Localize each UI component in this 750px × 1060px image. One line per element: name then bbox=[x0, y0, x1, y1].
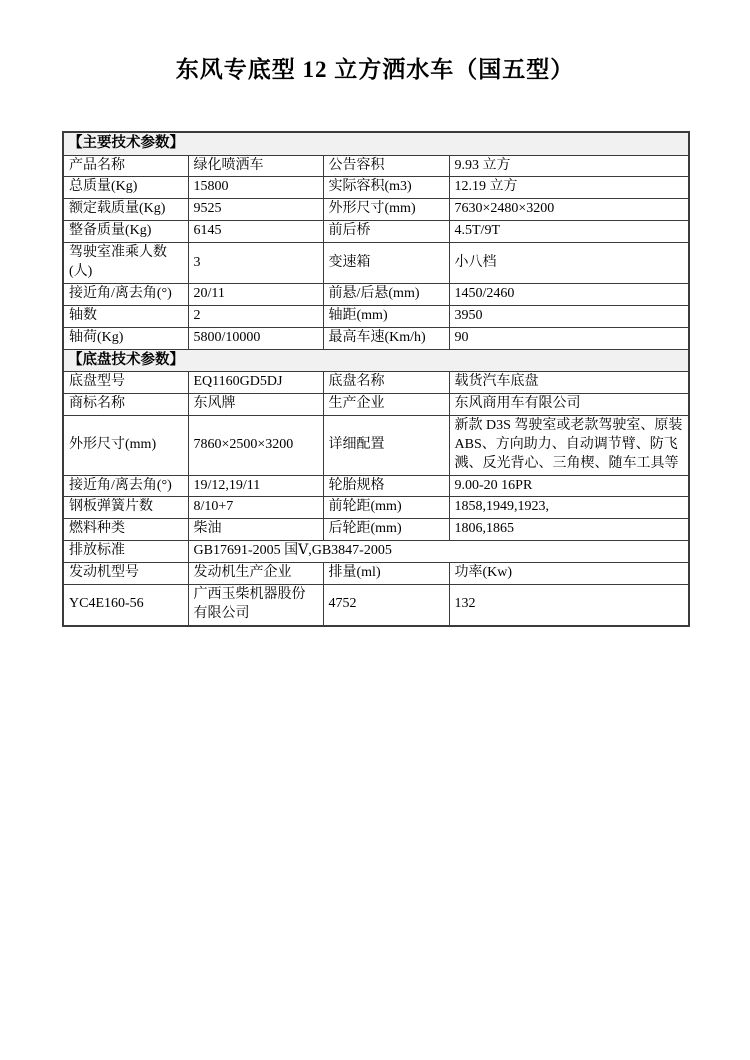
param-label: 前轮距(mm) bbox=[323, 497, 449, 519]
table-row bbox=[63, 415, 689, 475]
table-row bbox=[63, 177, 689, 199]
param-label: 前后桥 bbox=[323, 221, 449, 243]
engine-header-cell: 功率(Kw) bbox=[449, 563, 689, 585]
emission-standard-row bbox=[63, 541, 689, 563]
param-label: 底盘名称 bbox=[323, 372, 449, 394]
section-header-chassis-params bbox=[63, 349, 689, 372]
engine-power-value: 132 bbox=[449, 585, 689, 626]
param-value: 东风牌 bbox=[188, 394, 323, 416]
section-header-label: 【主要技术参数】 bbox=[63, 132, 689, 155]
section-header-main-params bbox=[63, 132, 689, 155]
param-label: 生产企业 bbox=[323, 394, 449, 416]
param-label: 接近角/离去角(°) bbox=[63, 283, 188, 305]
param-label: 公告容积 bbox=[323, 155, 449, 177]
param-value: 2 bbox=[188, 305, 323, 327]
param-value: 1806,1865 bbox=[449, 519, 689, 541]
param-label: 钢板弹簧片数 bbox=[63, 497, 188, 519]
param-label: 实际容积(m3) bbox=[323, 177, 449, 199]
param-value: 6145 bbox=[188, 221, 323, 243]
table-row bbox=[63, 475, 689, 497]
param-value: 15800 bbox=[188, 177, 323, 199]
page-title: 东风专底型 12 立方洒水车（国五型） bbox=[175, 57, 575, 82]
engine-data-row bbox=[63, 585, 689, 626]
table-row bbox=[63, 394, 689, 416]
table-row bbox=[63, 519, 689, 541]
param-label: 变速箱 bbox=[323, 243, 449, 284]
param-value: 9.93 立方 bbox=[449, 155, 689, 177]
param-label: 轮胎规格 bbox=[323, 475, 449, 497]
engine-header-row bbox=[63, 563, 689, 585]
table-row bbox=[63, 327, 689, 349]
param-label: 额定载质量(Kg) bbox=[63, 199, 188, 221]
spec-table bbox=[62, 131, 690, 627]
param-label: 整备质量(Kg) bbox=[63, 221, 188, 243]
param-value: 东风商用车有限公司 bbox=[449, 394, 689, 416]
param-value: 20/11 bbox=[188, 283, 323, 305]
param-label: 外形尺寸(mm) bbox=[63, 415, 188, 475]
param-value: 1858,1949,1923, bbox=[449, 497, 689, 519]
param-value: 1450/2460 bbox=[449, 283, 689, 305]
param-value: 12.19 立方 bbox=[449, 177, 689, 199]
param-value: 新款 D3S 驾驶室或老款驾驶室、原装 ABS、方向助力、自动调节臂、防飞溅、反光背心、三角楔、随车工具等 bbox=[449, 415, 689, 475]
engine-model-value: YC4E160-56 bbox=[63, 585, 188, 626]
param-label: 最高车速(Km/h) bbox=[323, 327, 449, 349]
engine-displacement-value: 4752 bbox=[323, 585, 449, 626]
param-label: 外形尺寸(mm) bbox=[323, 199, 449, 221]
table-row bbox=[63, 243, 689, 284]
param-value: 4.5T/9T bbox=[449, 221, 689, 243]
param-label: 接近角/离去角(°) bbox=[63, 475, 188, 497]
param-value: 8/10+7 bbox=[188, 497, 323, 519]
table-row bbox=[63, 199, 689, 221]
param-value: 9525 bbox=[188, 199, 323, 221]
param-label: 产品名称 bbox=[63, 155, 188, 177]
table-row bbox=[63, 497, 689, 519]
param-value: 90 bbox=[449, 327, 689, 349]
engine-header-cell: 发动机型号 bbox=[63, 563, 188, 585]
param-label: 燃料种类 bbox=[63, 519, 188, 541]
param-label: 商标名称 bbox=[63, 394, 188, 416]
param-label: 排放标准 bbox=[63, 541, 188, 563]
table-row bbox=[63, 372, 689, 394]
engine-header-cell: 排量(ml) bbox=[323, 563, 449, 585]
param-value: 柴油 bbox=[188, 519, 323, 541]
table-row bbox=[63, 221, 689, 243]
param-label: 底盘型号 bbox=[63, 372, 188, 394]
param-value: 小八档 bbox=[449, 243, 689, 284]
param-value: GB17691-2005 国Ⅴ,GB3847-2005 bbox=[188, 541, 689, 563]
param-value: 7630×2480×3200 bbox=[449, 199, 689, 221]
engine-header-cell: 发动机生产企业 bbox=[188, 563, 323, 585]
param-value: 19/12,19/11 bbox=[188, 475, 323, 497]
param-value: 7860×2500×3200 bbox=[188, 415, 323, 475]
param-label: 后轮距(mm) bbox=[323, 519, 449, 541]
table-row bbox=[63, 155, 689, 177]
param-label: 轴距(mm) bbox=[323, 305, 449, 327]
param-label: 详细配置 bbox=[323, 415, 449, 475]
param-label: 轴荷(Kg) bbox=[63, 327, 188, 349]
param-value: 3950 bbox=[449, 305, 689, 327]
param-label: 前悬/后悬(mm) bbox=[323, 283, 449, 305]
table-row bbox=[63, 283, 689, 305]
param-value: 3 bbox=[188, 243, 323, 284]
param-value: 绿化喷洒车 bbox=[188, 155, 323, 177]
table-row bbox=[63, 305, 689, 327]
engine-manufacturer-value: 广西玉柴机器股份有限公司 bbox=[188, 585, 323, 626]
param-value: 9.00-20 16PR bbox=[449, 475, 689, 497]
param-value: 载货汽车底盘 bbox=[449, 372, 689, 394]
param-label: 总质量(Kg) bbox=[63, 177, 188, 199]
param-value: 5800/10000 bbox=[188, 327, 323, 349]
section-header-label: 【底盘技术参数】 bbox=[63, 349, 689, 372]
param-label: 轴数 bbox=[63, 305, 188, 327]
param-label: 驾驶室准乘人数(人) bbox=[63, 243, 188, 284]
param-value: EQ1160GD5DJ bbox=[188, 372, 323, 394]
